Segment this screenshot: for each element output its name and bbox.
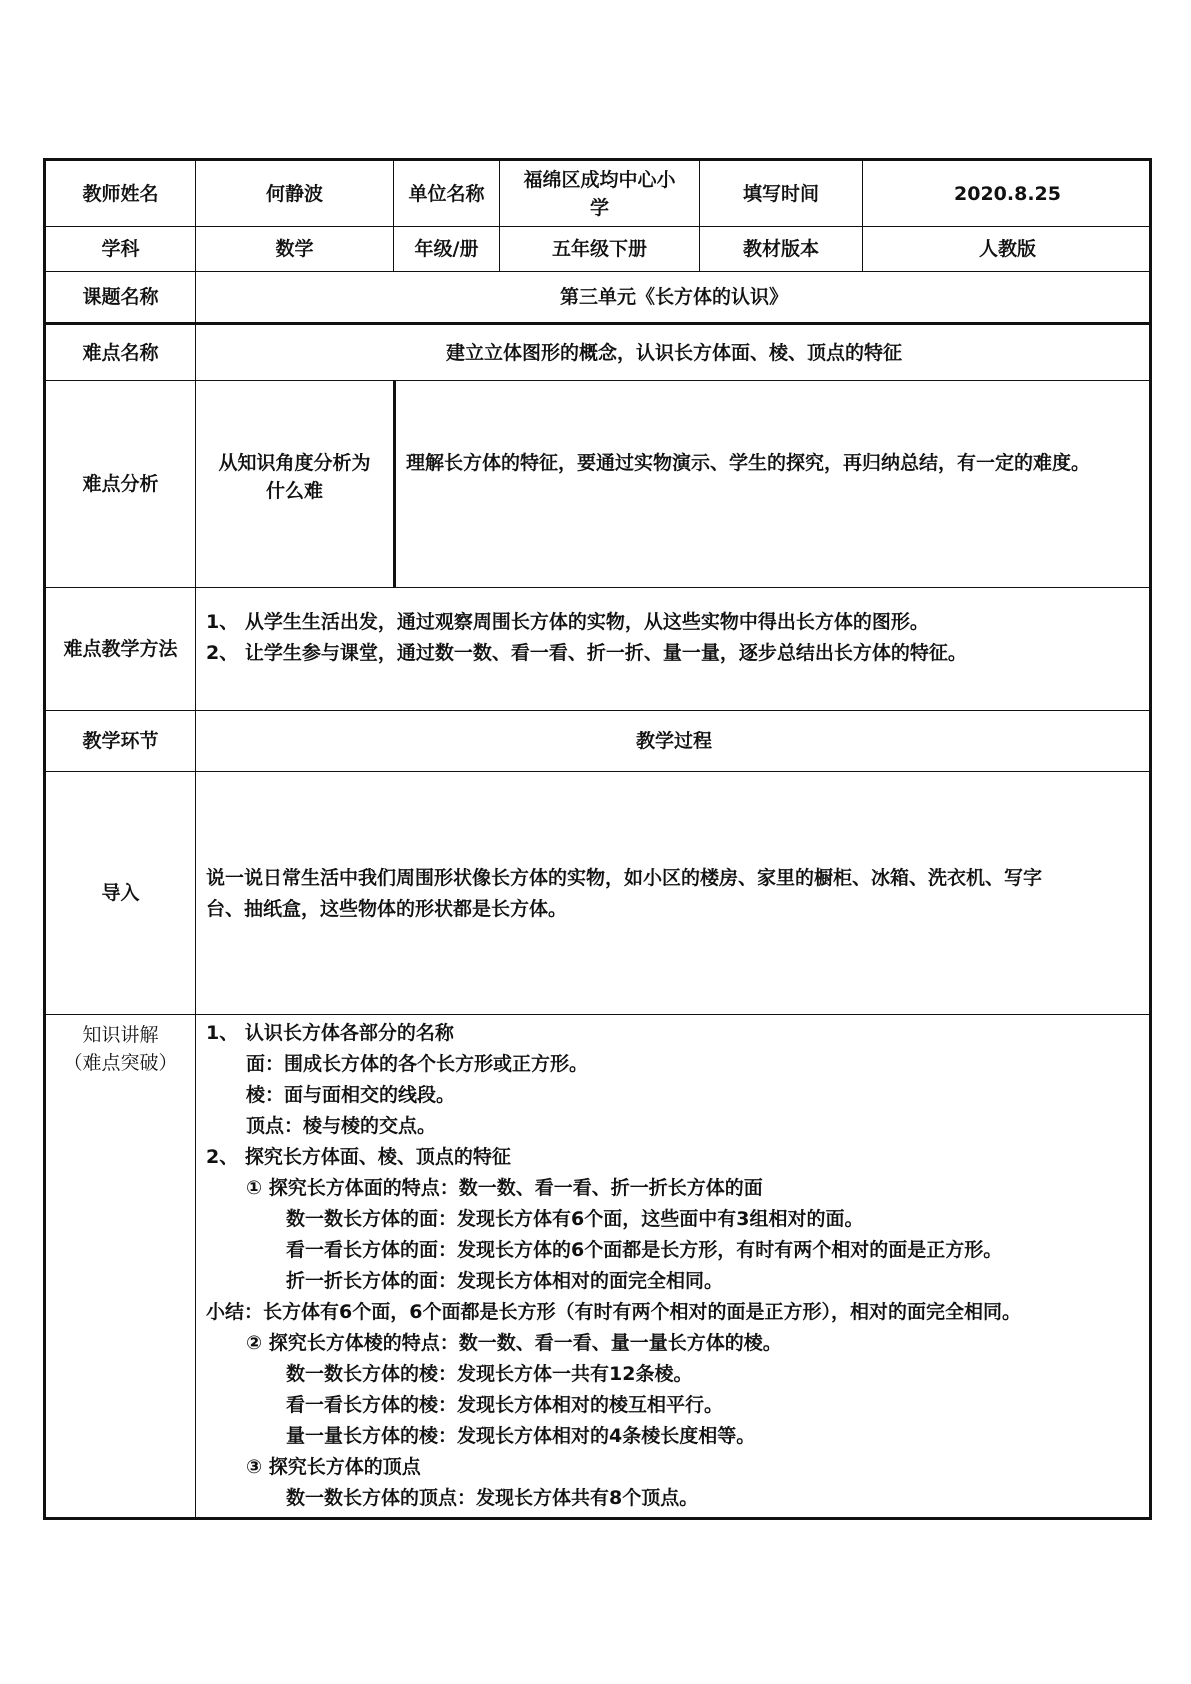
topic-value: 第三单元《长方体的认识》 xyxy=(196,272,1152,325)
knowledge-label-line1: 知识讲解 xyxy=(82,1024,159,1046)
knowledge-line: 顶点：棱与棱的交点。 xyxy=(246,1115,437,1137)
intro-line-1: 说一说日常生活中我们周围形状像长方体的实物，如小区的楼房、家里的橱柜、冰箱、洗衣机、写字 xyxy=(206,867,1043,889)
methods-item-2: 2、 让学生参与课堂，通过数一数、看一看、折一折、量一量，逐步总结出长方体的特征。 xyxy=(206,642,967,664)
topic-label: 课题名称 xyxy=(46,272,196,325)
knowledge-line: ② 探究长方体棱的特点：数一数、看一看、量一量长方体的棱。 xyxy=(246,1332,782,1354)
knowledge-line: 棱：面与面相交的线段。 xyxy=(246,1084,456,1106)
intro-line-2: 台、抽纸盒，这些物体的形状都是长方体。 xyxy=(206,898,568,920)
teacher-name-value: 何静波 xyxy=(196,161,394,227)
knowledge-line: 1、 认识长方体各部分的名称 xyxy=(206,1022,454,1044)
knowledge-line: 数一数长方体的棱：发现长方体一共有12条棱。 xyxy=(286,1363,693,1385)
knowledge-label-line2: （难点突破） xyxy=(63,1052,178,1074)
textbook-value: 人教版 xyxy=(863,227,1152,272)
knowledge-line: 看一看长方体的棱：发现长方体相对的棱互相平行。 xyxy=(286,1394,724,1416)
fill-time-value: 2020.8.25 xyxy=(863,161,1152,227)
methods-label: 难点教学方法 xyxy=(46,588,196,711)
subject-value: 数学 xyxy=(196,227,394,272)
grade-label: 年级/册 xyxy=(394,227,500,272)
intro-label: 导入 xyxy=(46,772,196,1015)
difficulty-label: 难点名称 xyxy=(46,325,196,381)
analysis-label: 难点分析 xyxy=(46,381,196,588)
knowledge-line: 量一量长方体的棱：发现长方体相对的4条棱长度相等。 xyxy=(286,1425,756,1447)
fill-time-label: 填写时间 xyxy=(700,161,863,227)
knowledge-line: ① 探究长方体面的特点：数一数、看一看、折一折长方体的面 xyxy=(246,1177,763,1199)
knowledge-line: 面：围成长方体的各个长方形或正方形。 xyxy=(246,1053,589,1075)
knowledge-line: 数一数长方体的面：发现长方体有6个面，这些面中有3组相对的面。 xyxy=(286,1208,864,1230)
lesson-table xyxy=(43,158,1152,1520)
subject-label: 学科 xyxy=(46,227,196,272)
intro-text xyxy=(206,863,1042,925)
knowledge-text xyxy=(206,1018,1021,1514)
difficulty-value: 建立立体图形的概念，认识长方体面、棱、顶点的特征 xyxy=(196,325,1152,381)
knowledge-line: 折一折长方体的面：发现长方体相对的面完全相同。 xyxy=(286,1270,724,1292)
process-value: 教学过程 xyxy=(196,711,1152,772)
methods-list xyxy=(206,607,967,669)
analysis-value: 理解长方体的特征，要通过实物演示、学生的探究，再归纳总结，有一定的难度。 xyxy=(396,381,1152,588)
knowledge-label xyxy=(46,1015,196,1520)
unit-value: 福绵区成均中心小学 xyxy=(500,161,700,227)
analysis-sub-label: 从知识角度分析为什么难 xyxy=(196,381,396,588)
textbook-label: 教材版本 xyxy=(700,227,863,272)
knowledge-line: 看一看长方体的面：发现长方体的6个面都是长方形，有时有两个相对的面是正方形。 xyxy=(286,1239,1003,1261)
unit-label: 单位名称 xyxy=(394,161,500,227)
knowledge-summary: 小结：长方体有6个面，6个面都是长方形（有时有两个相对的面是正方形），相对的面完全相同。 xyxy=(206,1301,1021,1323)
knowledge-line: 数一数长方体的顶点：发现长方体共有8个顶点。 xyxy=(286,1487,699,1509)
grade-value: 五年级下册 xyxy=(500,227,700,272)
knowledge-line: ③ 探究长方体的顶点 xyxy=(246,1456,421,1478)
methods-item-1: 1、 从学生生活出发，通过观察周围长方体的实物，从这些实物中得出长方体的图形。 xyxy=(206,611,929,633)
process-label: 教学环节 xyxy=(46,711,196,772)
teacher-name-label: 教师姓名 xyxy=(46,161,196,227)
knowledge-line: 2、 探究长方体面、棱、顶点的特征 xyxy=(206,1146,511,1168)
